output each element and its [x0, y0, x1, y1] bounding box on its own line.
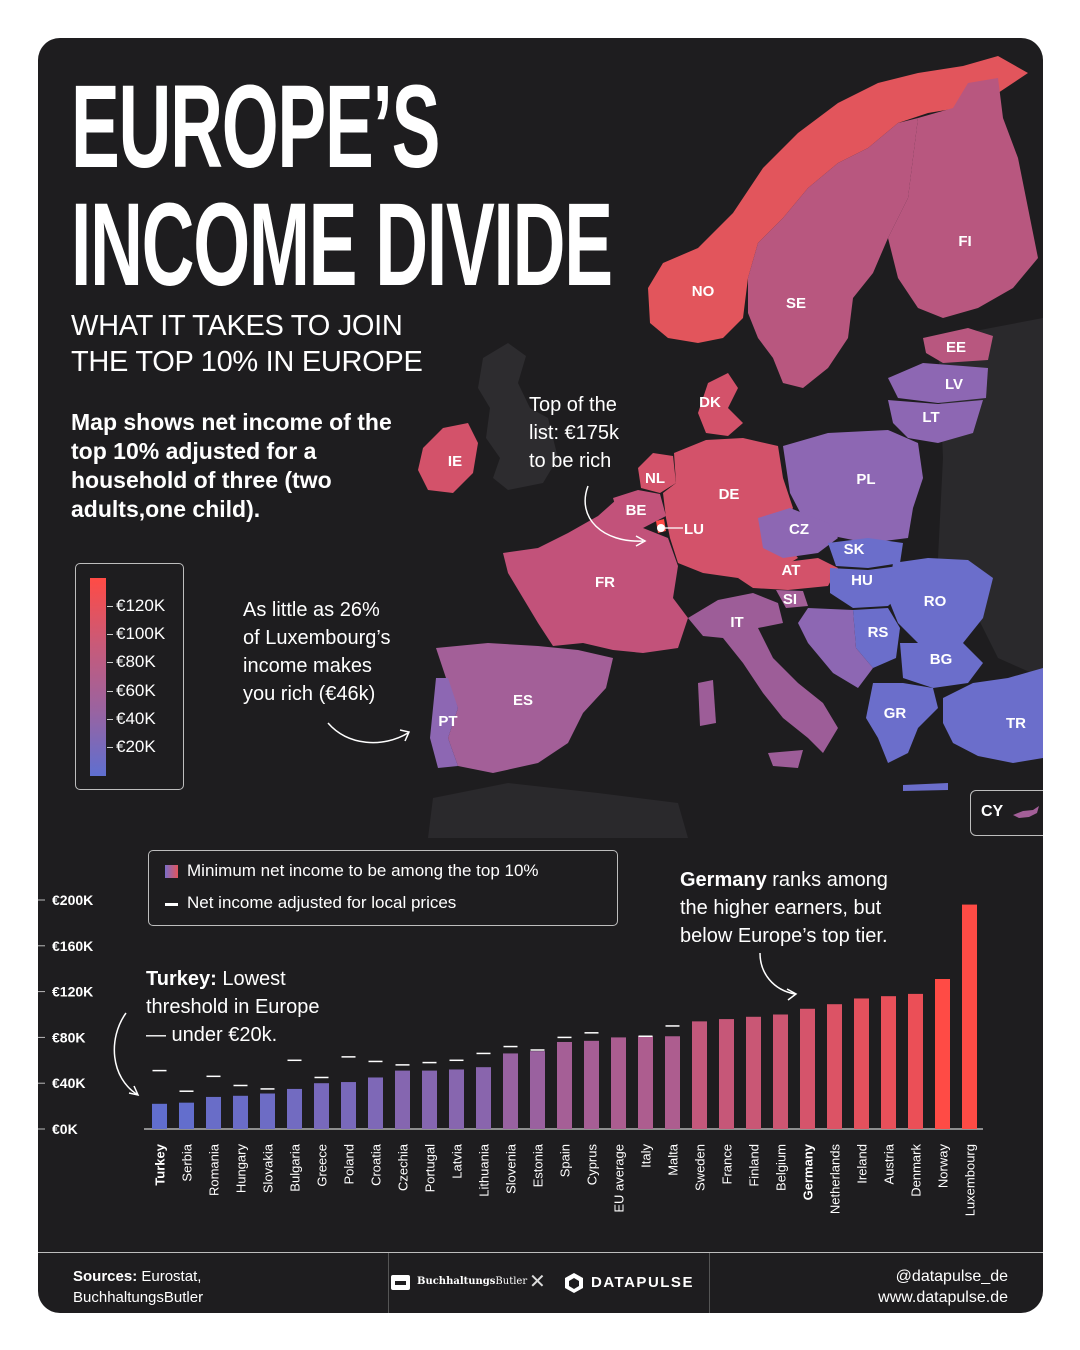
bar-finland	[746, 1017, 761, 1129]
map-label-pl: PL	[856, 471, 876, 488]
buchhaltungsbutler-logo-icon	[391, 1275, 410, 1290]
x-tick-label: Sweden	[692, 1144, 708, 1191]
germany-line-3: below Europe’s top tier.	[680, 925, 888, 947]
note-line: list: €175k	[529, 422, 620, 444]
germany-line-2: the higher earners, but	[680, 897, 882, 919]
x-tick-label: Czechia	[395, 1144, 411, 1191]
turkey-annotation	[146, 965, 319, 1049]
map-label-gr: GR	[883, 705, 907, 722]
map-label-be: BE	[625, 502, 647, 519]
y-tick-label: €160K	[52, 937, 94, 954]
lu-marker	[657, 524, 665, 532]
infographic-card	[38, 38, 1043, 1313]
cyprus-shape	[1011, 805, 1041, 821]
turkey-rest: Lowest	[216, 968, 286, 990]
bar-denmark	[908, 994, 923, 1129]
map-description: Map shows net income of the top 10% adjusted for a household of three (two adults,one child).	[71, 409, 392, 522]
map-legend	[75, 563, 184, 790]
note-line: Top of the	[529, 394, 617, 416]
map-label-es: ES	[512, 692, 534, 709]
bar-netherlands	[827, 1004, 842, 1129]
germany-annotation	[680, 866, 888, 950]
partner1-bold: Buchhaltungs	[417, 1276, 496, 1287]
arrow-germany	[760, 953, 795, 994]
bar-portugal	[422, 1071, 437, 1129]
note-line: you rich (€46k)	[243, 683, 376, 705]
map-label-fi: FI	[958, 233, 972, 250]
legend-bar-swatch	[165, 865, 178, 878]
map-legend-label: €60K	[116, 681, 156, 700]
map-gr	[866, 683, 938, 763]
bowtie-shape	[395, 1281, 406, 1285]
map-label-tr: TR	[1006, 715, 1026, 732]
turkey-line-1	[146, 965, 319, 993]
map-crete	[903, 783, 948, 791]
bar-cyprus	[584, 1041, 599, 1129]
x-tick-label: Netherlands	[827, 1144, 843, 1215]
map-legend-tick	[107, 691, 113, 692]
contact	[878, 1266, 1008, 1308]
map-label-se: SE	[785, 295, 807, 312]
subtitle-line-2: THE TOP 10% IN EUROPE	[71, 346, 423, 378]
x-tick-label: Serbia	[179, 1144, 195, 1182]
germany-rest: ranks among	[766, 869, 888, 891]
x-tick-label: Ireland	[854, 1144, 870, 1184]
map-sk	[828, 538, 903, 568]
map-legend-label: €20K	[116, 737, 156, 756]
title-line-2: INCOME DIVIDE	[71, 179, 612, 311]
cyprus-inset	[970, 790, 1043, 836]
x-tick-label: Poland	[341, 1144, 357, 1185]
bar-luxembourg	[962, 905, 977, 1129]
bar-ireland	[854, 998, 869, 1129]
x-tick-label: Estonia	[530, 1144, 546, 1188]
x-tick-label: Lithuania	[476, 1144, 492, 1197]
legend-line-label: Net income adjusted for local prices	[187, 893, 457, 912]
arrow-turkey	[114, 1013, 138, 1095]
map-label-hu: HU	[851, 572, 873, 589]
x-tick-label: Slovakia	[260, 1144, 276, 1194]
map-morocco-background	[428, 783, 688, 838]
datapulse-logo-text: DATAPULSE	[591, 1274, 694, 1291]
bar-estonia	[530, 1051, 545, 1129]
bar-belgium	[773, 1015, 788, 1130]
x-tick-label: Luxembourg	[962, 1144, 978, 1217]
bar-romania	[206, 1097, 221, 1129]
sources-line-1	[73, 1266, 203, 1287]
y-tick-label: €80K	[52, 1029, 86, 1046]
x-tick-label: Malta	[665, 1144, 681, 1176]
note-line: income makes	[243, 655, 372, 677]
datapulse-logo-icon	[564, 1272, 584, 1294]
bar-malta	[665, 1036, 680, 1129]
map-legend-label: €40K	[116, 709, 156, 728]
x-tick-label: France	[719, 1144, 735, 1185]
map-label-at: AT	[781, 562, 801, 579]
map-label-pt: PT	[438, 713, 458, 730]
x-tick-label: Romania	[206, 1144, 222, 1197]
map-label-de: DE	[718, 486, 740, 503]
partner-logos	[388, 1253, 710, 1313]
sources	[73, 1266, 203, 1308]
map-label-fr: FR	[595, 574, 615, 591]
map-it-sardinia	[698, 680, 716, 726]
map-label-dk: DK	[699, 394, 721, 411]
x-tick-label: EU average	[611, 1144, 627, 1213]
website-link[interactable]: www.datapulse.de	[878, 1289, 1008, 1306]
x-tick-label: Slovenia	[503, 1144, 519, 1194]
map-it-sicily	[768, 750, 803, 768]
cross-icon: ✕	[529, 1271, 546, 1293]
cyprus-label: CY	[981, 803, 1004, 820]
map-legend-tick	[107, 606, 113, 607]
map-legend-gradient	[90, 578, 106, 776]
sources-label: Sources:	[73, 1268, 138, 1285]
sources-text: Eurostat,	[137, 1268, 202, 1285]
chart-legend	[148, 850, 618, 926]
map-label-rs: RS	[867, 624, 889, 641]
bar-norway	[935, 979, 950, 1129]
partner1-rest: Butler	[495, 1276, 528, 1287]
map-label-lv: LV	[944, 376, 964, 393]
x-tick-label: Hungary	[233, 1144, 249, 1194]
y-tick-label: €120K	[52, 983, 94, 1000]
x-tick-label: Greece	[314, 1144, 330, 1187]
title-line-1: EUROPE’S	[71, 61, 440, 193]
bar-eu-average	[611, 1037, 626, 1129]
x-tick-label: Denmark	[908, 1144, 924, 1197]
bar-slovakia	[260, 1094, 275, 1129]
note-line: of Luxembourg’s	[243, 627, 391, 649]
map-de	[663, 438, 798, 578]
bar-spain	[557, 1042, 572, 1129]
map-label-it: IT	[730, 614, 744, 631]
turkey-bold: Turkey:	[146, 968, 217, 990]
map-label-ro: RO	[923, 593, 947, 610]
bar-lithuania	[476, 1067, 491, 1129]
map-lv	[888, 363, 988, 403]
sources-line-2: BuchhaltungsButler	[73, 1289, 204, 1306]
map-legend-label: €120K	[116, 596, 166, 615]
x-tick-label: Bulgaria	[287, 1144, 303, 1192]
x-tick-label: Belgium	[773, 1144, 789, 1191]
turkey-line-2: threshold in Europe	[146, 996, 320, 1018]
map-label-ee: EE	[945, 339, 967, 356]
legend-bar-label: Minimum net income to be among the top 10%	[187, 861, 539, 880]
bar-italy	[638, 1036, 653, 1129]
map-legend-tick	[107, 634, 113, 635]
bar-greece	[314, 1083, 329, 1129]
map-legend-tick	[107, 719, 113, 720]
x-tick-label: Turkey	[152, 1144, 168, 1186]
page-title	[71, 61, 612, 311]
luxembourg-note	[243, 596, 391, 708]
map-legend-tick	[107, 662, 113, 663]
bar-czechia	[395, 1071, 410, 1129]
bar-turkey	[152, 1104, 167, 1129]
bar-poland	[341, 1082, 356, 1129]
x-tick-label: Cyprus	[584, 1144, 600, 1186]
bar-sweden	[692, 1021, 707, 1129]
x-tick-label: Latvia	[449, 1144, 465, 1179]
legend-line-swatch	[165, 903, 178, 906]
page-subtitle	[71, 308, 423, 380]
buchhaltungsbutler-logo-text	[417, 1276, 527, 1287]
bar-france	[719, 1019, 734, 1129]
note-line: to be rich	[529, 450, 612, 472]
bar-latvia	[449, 1069, 464, 1129]
bar-croatia	[368, 1077, 383, 1129]
bar-austria	[881, 996, 896, 1129]
map-label-sk: SK	[843, 541, 865, 558]
map-legend-label: €80K	[116, 652, 156, 671]
footer	[38, 1252, 1043, 1313]
top-of-list-note	[529, 391, 619, 475]
map-label-ie: IE	[447, 453, 463, 470]
germany-bold: Germany	[680, 869, 767, 891]
subtitle-line-1: WHAT IT TAKES TO JOIN	[71, 310, 403, 342]
bar-serbia	[179, 1103, 194, 1129]
map-label-no: NO	[691, 283, 715, 300]
germany-line-1	[680, 866, 888, 894]
y-tick-label: €40K	[52, 1075, 86, 1092]
arrow-germany-head	[787, 989, 796, 1000]
x-tick-label: Finland	[746, 1144, 762, 1187]
map-label-bg: BG	[929, 651, 953, 668]
map-legend-tick	[107, 747, 113, 748]
social-handle[interactable]: @datapulse_de	[895, 1268, 1008, 1285]
arrow-lux-note	[328, 723, 408, 743]
x-tick-label: Germany	[800, 1144, 816, 1201]
arrow-turkey-head	[129, 1086, 138, 1095]
note-line: As little as 26%	[243, 599, 380, 621]
map-legend-label: €100K	[116, 624, 166, 643]
map-label-lu: LU	[684, 521, 704, 538]
bar-bulgaria	[287, 1089, 302, 1129]
turkey-line-3: — under €20k.	[146, 1024, 278, 1046]
bar-germany	[800, 1009, 815, 1129]
x-tick-label: Norway	[935, 1144, 951, 1189]
map-label-nl: NL	[645, 470, 665, 487]
y-tick-label: €200K	[52, 892, 94, 908]
bar-slovenia	[503, 1053, 518, 1129]
x-tick-label: Portugal	[422, 1144, 438, 1193]
x-tick-label: Austria	[881, 1144, 897, 1185]
x-tick-label: Spain	[557, 1144, 573, 1178]
y-tick-label: €0K	[52, 1121, 78, 1137]
map-label-lt: LT	[922, 409, 940, 426]
x-tick-label: Croatia	[368, 1144, 384, 1186]
bar-hungary	[233, 1096, 248, 1129]
map-label-cz: CZ	[789, 521, 809, 538]
x-tick-label: Italy	[638, 1144, 654, 1168]
map-label-si: SI	[782, 591, 798, 608]
